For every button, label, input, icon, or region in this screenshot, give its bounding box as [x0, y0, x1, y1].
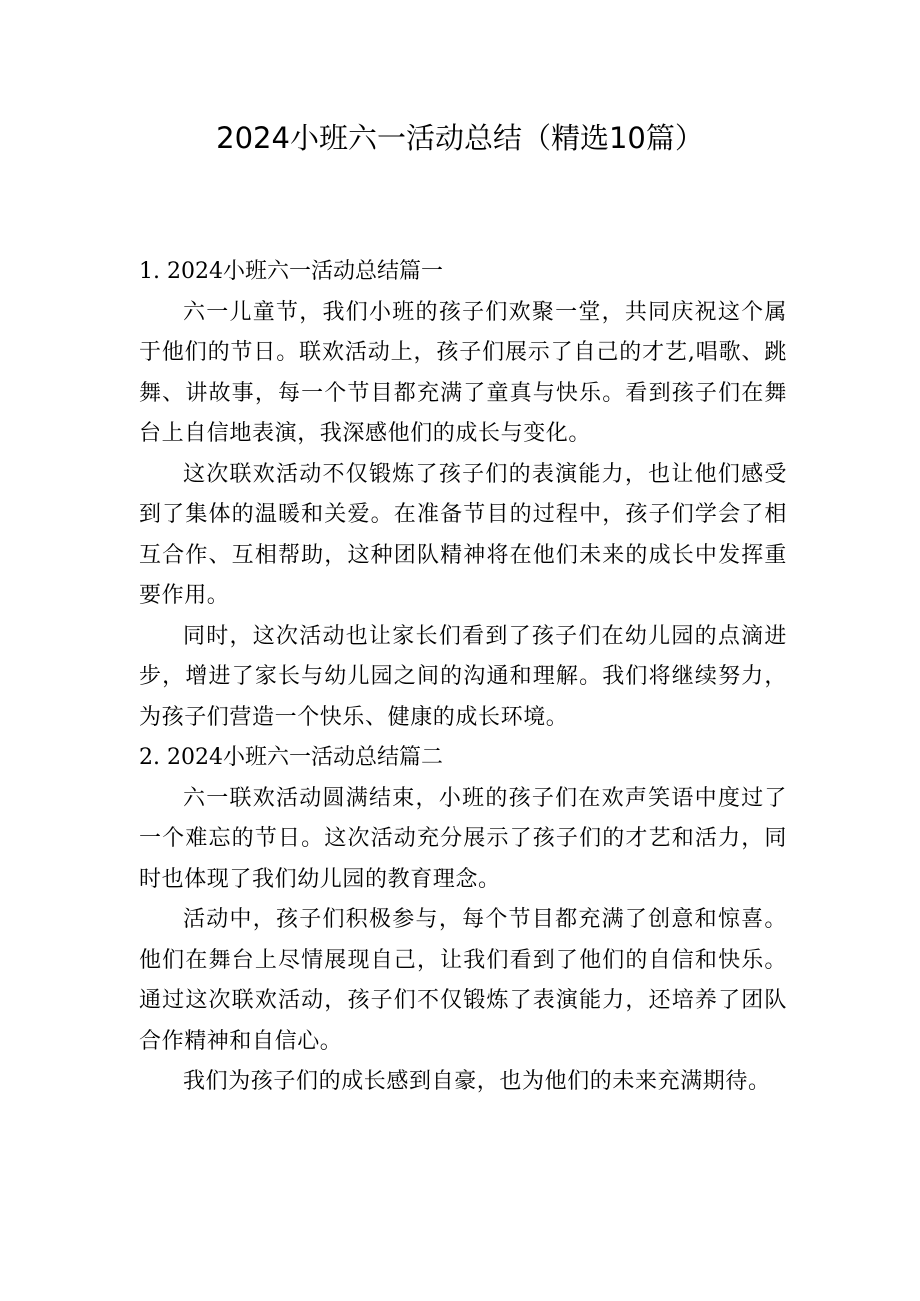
document-title: 2024小班六一活动总结（精选10篇） [216, 121, 704, 155]
section-2 [139, 738, 787, 1103]
paragraph: 这次联欢活动不仅锻炼了孩子们的表演能力，也让他们感受到了集体的温暖和关爱。在准备节目的过程中，孩子们学会了相互合作、互相帮助，这种团队精神将在他们未来的成长中发挥重要作用。 [139, 461, 787, 608]
paragraph: 六一儿童节，我们小班的孩子们欢聚一堂，共同庆祝这个属于他们的节日。联欢活动上，孩子们展示了自己的才艺,唱歌、跳舞、讲故事，每一个节目都充满了童真与快乐。看到孩子们在舞台上自信地表演，我深感他们的成长与变化。 [139, 299, 787, 446]
section-1 [139, 252, 787, 738]
paragraph: 同时，这次活动也让家长们看到了孩子们在幼儿园的点滴进步，增进了家长与幼儿园之间的沟通和理解。我们将继续努力，为孩子们营造一个快乐、健康的成长环境。 [139, 623, 787, 730]
section-heading: 1. 2024小班六一活动总结篇一 [139, 259, 443, 284]
paragraph: 活动中，孩子们积极参与，每个节目都充满了创意和惊喜。他们在舞台上尽情展现自己，让我们看到了他们的自信和快乐。通过这次联欢活动，孩子们不仅锻炼了表演能力，还培养了团队合作精神和自信心。 [139, 907, 787, 1054]
paragraph: 六一联欢活动圆满结束，小班的孩子们在欢声笑语中度过了一个难忘的节日。这次活动充分展示了孩子们的才艺和活力，同时也体现了我们幼儿园的教育理念。 [139, 785, 787, 892]
document-body [139, 252, 787, 1103]
paragraph: 我们为孩子们的成长感到自豪，也为他们的未来充满期待。 [183, 1069, 771, 1094]
section-heading: 2. 2024小班六一活动总结篇二 [139, 745, 443, 770]
